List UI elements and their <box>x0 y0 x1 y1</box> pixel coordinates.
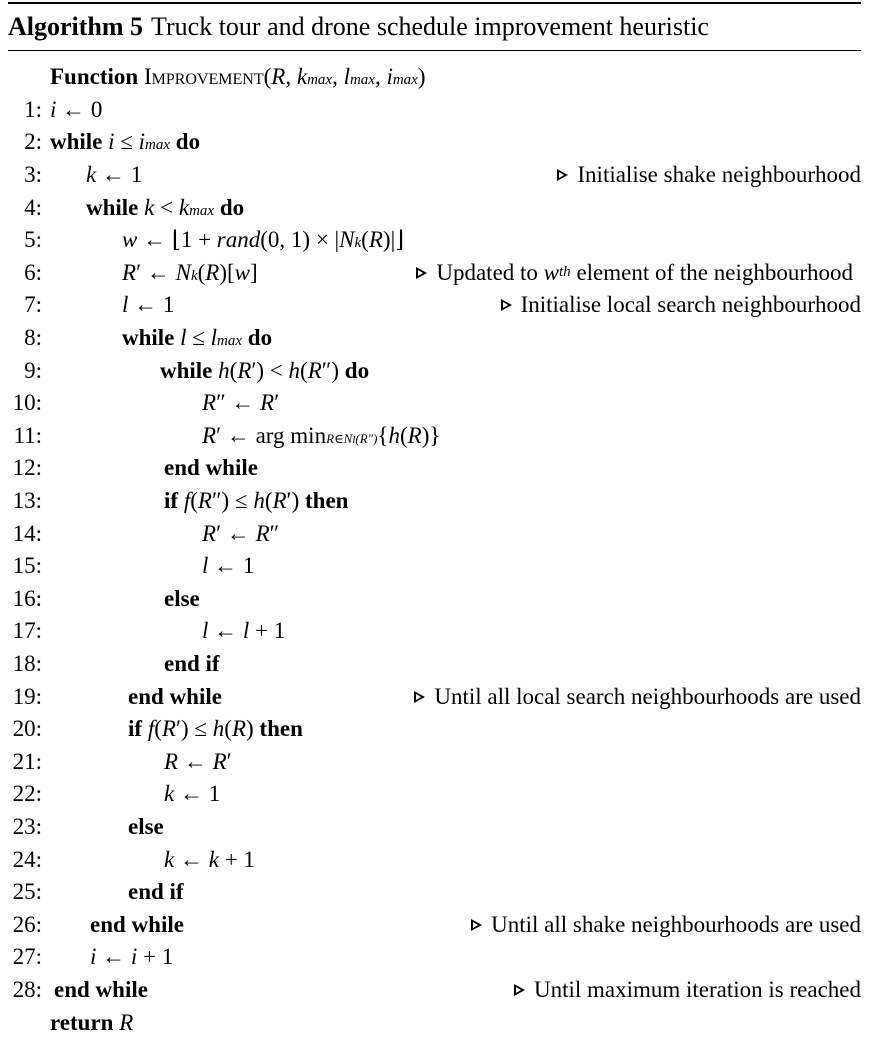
line-number: 10: <box>12 390 42 416</box>
algorithm-line <box>8 420 861 453</box>
algorithm-line <box>8 322 861 355</box>
line-number: 7: <box>24 292 42 318</box>
line-comment: Initialise shake neighbourhood <box>557 162 861 188</box>
line-code: end if <box>128 879 184 905</box>
algorithm-line <box>8 224 861 257</box>
line-comment: Until all shake neighbourhoods are used <box>471 912 861 938</box>
caption-rule <box>8 50 861 51</box>
algorithm-line <box>8 843 861 876</box>
line-code: while k < k max do <box>86 194 245 220</box>
line-number: 16: <box>12 585 42 611</box>
line-code: l ← 1 <box>202 553 255 579</box>
line-number: 27: <box>12 944 42 970</box>
algorithm-line <box>8 550 861 583</box>
line-code: R ′ ← arg min R∈Nl(R″) { h ( R )} <box>202 422 441 448</box>
line-number: 5: <box>24 227 42 253</box>
line-code: k ← k + 1 <box>164 846 255 872</box>
line-code: while h ( R ′) < h ( R ″) do <box>160 357 370 383</box>
line-code: R ′ ← R ″ <box>202 520 280 546</box>
algorithm-line <box>8 354 861 387</box>
line-number: 6: <box>24 259 42 285</box>
algorithm-line <box>8 745 861 778</box>
line-number: 26: <box>12 911 42 937</box>
comment-triangle-icon <box>414 691 425 703</box>
algorithm-line <box>8 61 861 94</box>
algorithm-title: Truck tour and drone schedule improvement heuristic <box>151 12 709 41</box>
line-code: R ″ ← R ′ <box>202 390 280 416</box>
line-code: else <box>164 585 200 611</box>
line-number: 25: <box>12 879 42 905</box>
algorithm-line <box>8 648 861 681</box>
line-code: Function Improvement ( R , k max , l max , i max ) <box>50 64 426 90</box>
line-comment: Until all local search neighbourhoods are used <box>414 684 861 710</box>
line-code: R ′ ← N k ( R )[ w ] <box>122 259 258 285</box>
comment-triangle-icon <box>514 984 525 996</box>
line-code: i ← i + 1 <box>90 944 174 970</box>
algorithm-line <box>8 94 861 127</box>
algorithm-line <box>8 257 861 290</box>
line-code: end while <box>54 976 148 1002</box>
line-code: l ← 1 <box>122 292 175 318</box>
algorithm-caption <box>8 4 861 50</box>
algorithm-line <box>8 974 861 1007</box>
line-number: 18: <box>12 650 42 676</box>
line-code: while i ≤ i max do <box>50 129 201 155</box>
line-number: 1: <box>24 96 42 122</box>
line-number: 23: <box>12 813 42 839</box>
algorithm-label: Algorithm 5 <box>8 12 144 41</box>
line-code: return R <box>50 1009 134 1035</box>
line-number: 22: <box>12 781 42 807</box>
line-comment: Until maximum iteration is reached <box>514 977 861 1003</box>
line-code: w ← ⌊1 + rand (0, 1) × | N k ( R )|⌋ <box>122 227 405 253</box>
line-number: 8: <box>24 325 42 351</box>
line-number: 9: <box>24 357 42 383</box>
line-code: k ← 1 <box>164 781 221 807</box>
algorithm-line <box>8 485 861 518</box>
comment-triangle-icon <box>416 267 427 279</box>
line-number: 15: <box>12 553 42 579</box>
algorithm-line <box>8 583 861 616</box>
line-code: k ← 1 <box>86 162 143 188</box>
algorithm-line <box>8 159 861 192</box>
algorithm-line <box>8 876 861 909</box>
algorithm-line <box>8 387 861 420</box>
line-code: else <box>128 813 164 839</box>
line-number: 12: <box>12 455 42 481</box>
algorithm-line <box>8 191 861 224</box>
algorithm-line <box>8 1006 861 1039</box>
line-number: 11: <box>13 422 42 448</box>
line-code: end while <box>90 911 184 937</box>
line-comment: Updated to w th element of the neighbourhood <box>416 260 853 286</box>
line-number: 24: <box>12 846 42 872</box>
algorithm-box <box>8 2 861 1039</box>
line-code: end while <box>128 683 222 709</box>
line-comment: Initialise local search neighbourhood <box>501 292 861 318</box>
line-code: while l ≤ l max do <box>122 325 273 351</box>
line-code: if f ( R ″) ≤ h ( R ′) then <box>164 488 349 514</box>
comment-triangle-icon <box>557 169 568 181</box>
line-number: 20: <box>12 716 42 742</box>
algorithm-line <box>8 941 861 974</box>
line-number: 2: <box>24 129 42 155</box>
algorithm-line <box>8 680 861 713</box>
line-number: 4: <box>24 194 42 220</box>
algorithm-line <box>8 517 861 550</box>
line-number: 28: <box>12 976 42 1002</box>
algorithm-line <box>8 615 861 648</box>
algorithm-line <box>8 811 861 844</box>
comment-triangle-icon <box>501 299 512 311</box>
line-code: end if <box>164 650 220 676</box>
algorithm-lines <box>8 61 861 1039</box>
line-number: 17: <box>12 618 42 644</box>
algorithm-line <box>8 289 861 322</box>
line-code: l ← l + 1 <box>202 618 286 644</box>
algorithm-line <box>8 452 861 485</box>
line-number: 13: <box>12 488 42 514</box>
line-code: if f ( R ′) ≤ h ( R ) then <box>128 716 303 742</box>
algorithm-line <box>8 908 861 941</box>
algorithm-line <box>8 713 861 746</box>
line-code: R ← R ′ <box>164 748 232 774</box>
line-number: 3: <box>24 162 42 188</box>
line-number: 21: <box>12 748 42 774</box>
algorithm-line <box>8 778 861 811</box>
line-code: end while <box>164 455 258 481</box>
line-code: i ← 0 <box>50 96 103 122</box>
algorithm-line <box>8 126 861 159</box>
comment-triangle-icon <box>471 919 482 931</box>
line-number: 19: <box>12 683 42 709</box>
line-number: 14: <box>12 520 42 546</box>
